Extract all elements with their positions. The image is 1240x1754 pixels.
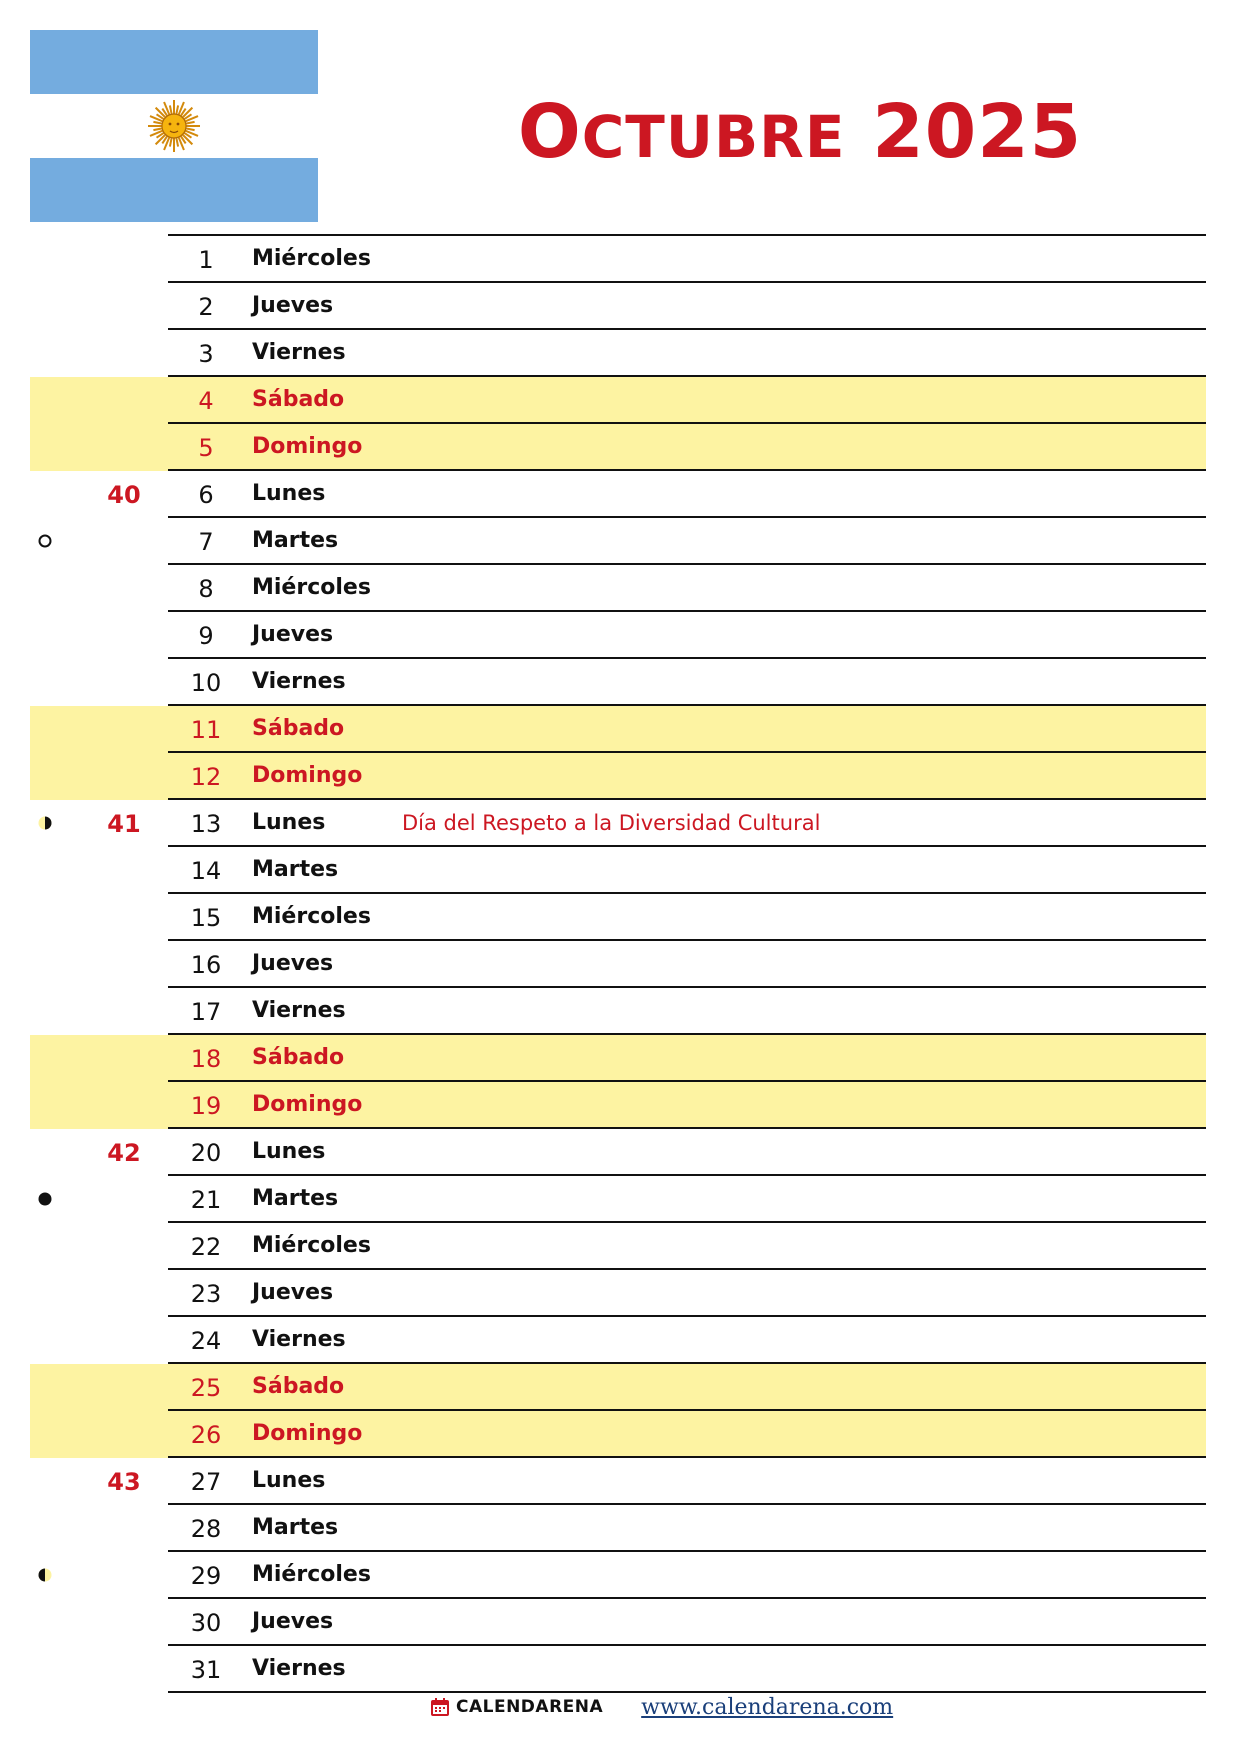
day-row: [0, 1552, 1240, 1599]
week-number: 40: [107, 481, 141, 509]
weekday-name: Sábado: [252, 1374, 345, 1399]
last-quarter-moon-icon: [38, 816, 52, 830]
weekday-name: Miércoles: [252, 904, 371, 929]
day-row: [0, 1411, 1240, 1458]
day-number: 17: [190, 998, 222, 1026]
weekday-name: Jueves: [252, 1280, 334, 1305]
day-number: 3: [198, 340, 214, 368]
day-number: 26: [190, 1421, 222, 1449]
weekday-name: Lunes: [252, 1468, 326, 1493]
day-number: 15: [190, 904, 222, 932]
full-moon-icon: [38, 534, 52, 548]
weekday-name: Martes: [252, 1515, 339, 1540]
brand-name: CALENDARENA: [456, 1697, 604, 1717]
weekday-name: Miércoles: [252, 1233, 371, 1258]
day-row: [0, 941, 1240, 988]
day-number: 28: [190, 1515, 222, 1543]
day-row: [0, 1270, 1240, 1317]
weekday-name: Miércoles: [252, 246, 371, 271]
flag-top-band: [30, 30, 318, 94]
day-row: [0, 800, 1240, 847]
day-row: [0, 1599, 1240, 1646]
sun-ray: [170, 138, 172, 147]
title-year: 2025: [872, 89, 1083, 175]
title-first-letter: O: [517, 89, 582, 175]
day-number: 11: [190, 716, 222, 744]
weekday-name: Domingo: [252, 434, 363, 459]
day-number: 23: [190, 1280, 222, 1308]
day-row: [0, 424, 1240, 471]
day-row: [0, 283, 1240, 330]
weekday-name: Lunes: [252, 481, 326, 506]
weekday-name: Sábado: [252, 387, 345, 412]
weekday-name: Viernes: [252, 340, 346, 365]
weekday-name: Domingo: [252, 1092, 363, 1117]
weekday-name: Sábado: [252, 1045, 345, 1070]
sun-ray: [176, 105, 178, 114]
title-month-rest: CTUBRE: [581, 103, 846, 171]
weekday-name: Miércoles: [252, 575, 371, 600]
weekday-name: Jueves: [252, 293, 334, 318]
day-number: 25: [190, 1374, 222, 1402]
day-number: 10: [190, 669, 222, 697]
sun-ray: [170, 105, 172, 114]
day-row: [0, 518, 1240, 565]
day-number: 24: [190, 1327, 222, 1355]
sun-ray: [153, 128, 162, 130]
day-number: 12: [190, 763, 222, 791]
week-number: 43: [107, 1468, 141, 1496]
day-number: 13: [190, 810, 222, 838]
weekday-name: Jueves: [252, 951, 334, 976]
day-number: 30: [190, 1609, 222, 1637]
day-row: [0, 1364, 1240, 1411]
day-row: [0, 706, 1240, 753]
day-number: 29: [190, 1562, 222, 1590]
day-row: [0, 1505, 1240, 1552]
day-number: 31: [190, 1656, 222, 1684]
day-number: 9: [198, 622, 214, 650]
day-row: [0, 988, 1240, 1035]
first-quarter-moon-icon: [38, 1568, 52, 1582]
argentina-flag: [30, 30, 318, 222]
day-row: [0, 1317, 1240, 1364]
weekday-name: Viernes: [252, 669, 346, 694]
day-row: [0, 612, 1240, 659]
weekday-name: Viernes: [252, 1327, 346, 1352]
day-number: 21: [190, 1186, 222, 1214]
day-number: 2: [198, 293, 214, 321]
footer: [430, 1692, 893, 1722]
day-number: 14: [190, 857, 222, 885]
day-number: 1: [198, 246, 214, 274]
sun-ray: [153, 122, 162, 124]
weekday-name: Miércoles: [252, 1562, 371, 1587]
new-moon-icon: [38, 1192, 52, 1206]
day-number: 8: [198, 575, 214, 603]
holiday-label: Día del Respeto a la Diversidad Cultural: [402, 811, 821, 835]
day-row: [0, 471, 1240, 518]
weekday-name: Sábado: [252, 716, 345, 741]
day-number: 20: [190, 1139, 222, 1167]
week-number: 41: [107, 810, 141, 838]
day-number: 19: [190, 1092, 222, 1120]
day-number: 4: [198, 387, 214, 415]
weekday-name: Lunes: [252, 810, 326, 835]
page-title: [500, 89, 1100, 175]
weekday-name: Domingo: [252, 763, 363, 788]
day-number: 7: [198, 528, 214, 556]
day-row: [0, 1082, 1240, 1129]
day-row: [0, 330, 1240, 377]
website-link[interactable]: www.calendarena.com: [641, 1694, 894, 1720]
weekday-name: Martes: [252, 1186, 339, 1211]
day-row: [0, 1646, 1240, 1693]
sun-ray: [186, 128, 195, 130]
weekday-name: Jueves: [252, 1609, 334, 1634]
sun-ray: [186, 122, 195, 124]
sun-ray: [176, 138, 178, 147]
day-row: [0, 1223, 1240, 1270]
flag-bottom-band: [30, 158, 318, 222]
day-number: 16: [190, 951, 222, 979]
day-number: 27: [190, 1468, 222, 1496]
day-number: 18: [190, 1045, 222, 1073]
day-row: [0, 1035, 1240, 1082]
weekday-name: Lunes: [252, 1139, 326, 1164]
weekday-name: Jueves: [252, 622, 334, 647]
day-row: [0, 565, 1240, 612]
day-row: [0, 1458, 1240, 1505]
day-number: 6: [198, 481, 214, 509]
day-row: [0, 377, 1240, 424]
day-row: [0, 659, 1240, 706]
day-row: [0, 753, 1240, 800]
weekday-name: Domingo: [252, 1421, 363, 1446]
weekday-name: Viernes: [252, 1656, 346, 1681]
calendar-icon: [430, 1697, 450, 1717]
weekday-name: Viernes: [252, 998, 346, 1023]
sun-of-may-icon: [146, 98, 202, 154]
day-number: 5: [198, 434, 214, 462]
weekday-name: Martes: [252, 528, 339, 553]
day-row: [0, 1129, 1240, 1176]
day-row: [0, 894, 1240, 941]
week-number: 42: [107, 1139, 141, 1167]
day-row: [0, 1176, 1240, 1223]
day-row: [0, 847, 1240, 894]
weekday-name: Martes: [252, 857, 339, 882]
day-row: [0, 236, 1240, 283]
day-number: 22: [190, 1233, 222, 1261]
